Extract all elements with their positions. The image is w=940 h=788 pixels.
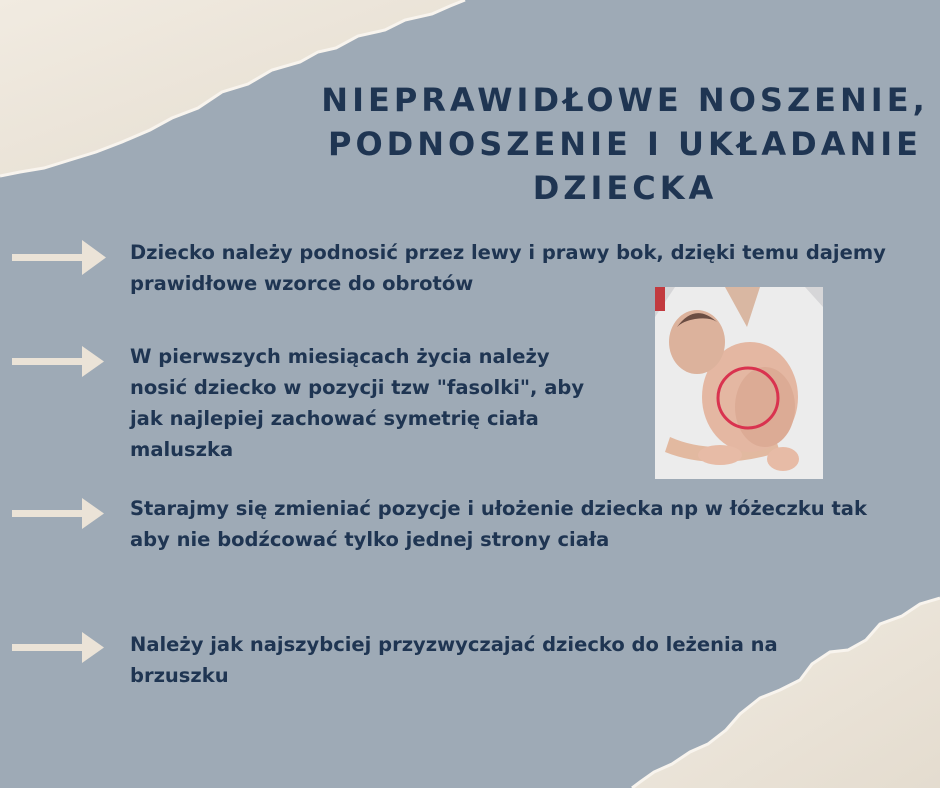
title-line-1: NIEPRAWIDŁOWE NOSZENIE, xyxy=(321,81,929,119)
arrow-right-icon xyxy=(12,494,108,534)
arrow-right-icon xyxy=(12,238,108,278)
item-2-line-2: nosić dziecko w pozycji tzw "fasolki", aby xyxy=(130,376,585,399)
title-line-2: PODNOSZENIE I UKŁADANIE xyxy=(327,125,922,163)
item-2-line-3: jak najlepiej zachować symetrię ciała xyxy=(130,407,539,430)
list-item xyxy=(130,629,778,691)
item-3-line-1: Starajmy się zmieniać pozycje i ułożenie dziecka np w łóżeczku tak xyxy=(130,497,867,520)
item-4-line-1: Należy jak najszybciej przyzwyczajać dziecko do leżenia na xyxy=(130,633,778,656)
arrow-right-icon xyxy=(12,628,108,668)
item-1-line-2: prawidłowe wzorce do obrotów xyxy=(130,272,474,295)
item-2-line-1: W pierwszych miesiącach życia należy xyxy=(130,345,550,368)
item-3-line-2: aby nie bodźcować tylko jednej strony ciała xyxy=(130,528,610,551)
list-item xyxy=(130,341,584,465)
item-2-line-4: maluszka xyxy=(130,438,234,461)
title-line-3: DZIECKA xyxy=(532,169,718,207)
list-item xyxy=(130,493,867,555)
arrow-right-icon xyxy=(12,342,108,382)
baby-carrying-photo xyxy=(655,287,823,479)
page-title xyxy=(320,78,930,210)
item-1-line-1: Dziecko należy podnosić przez lewy i prawy bok, dzięki temu dajemy xyxy=(130,241,886,264)
item-4-line-2: brzuszku xyxy=(130,664,229,687)
